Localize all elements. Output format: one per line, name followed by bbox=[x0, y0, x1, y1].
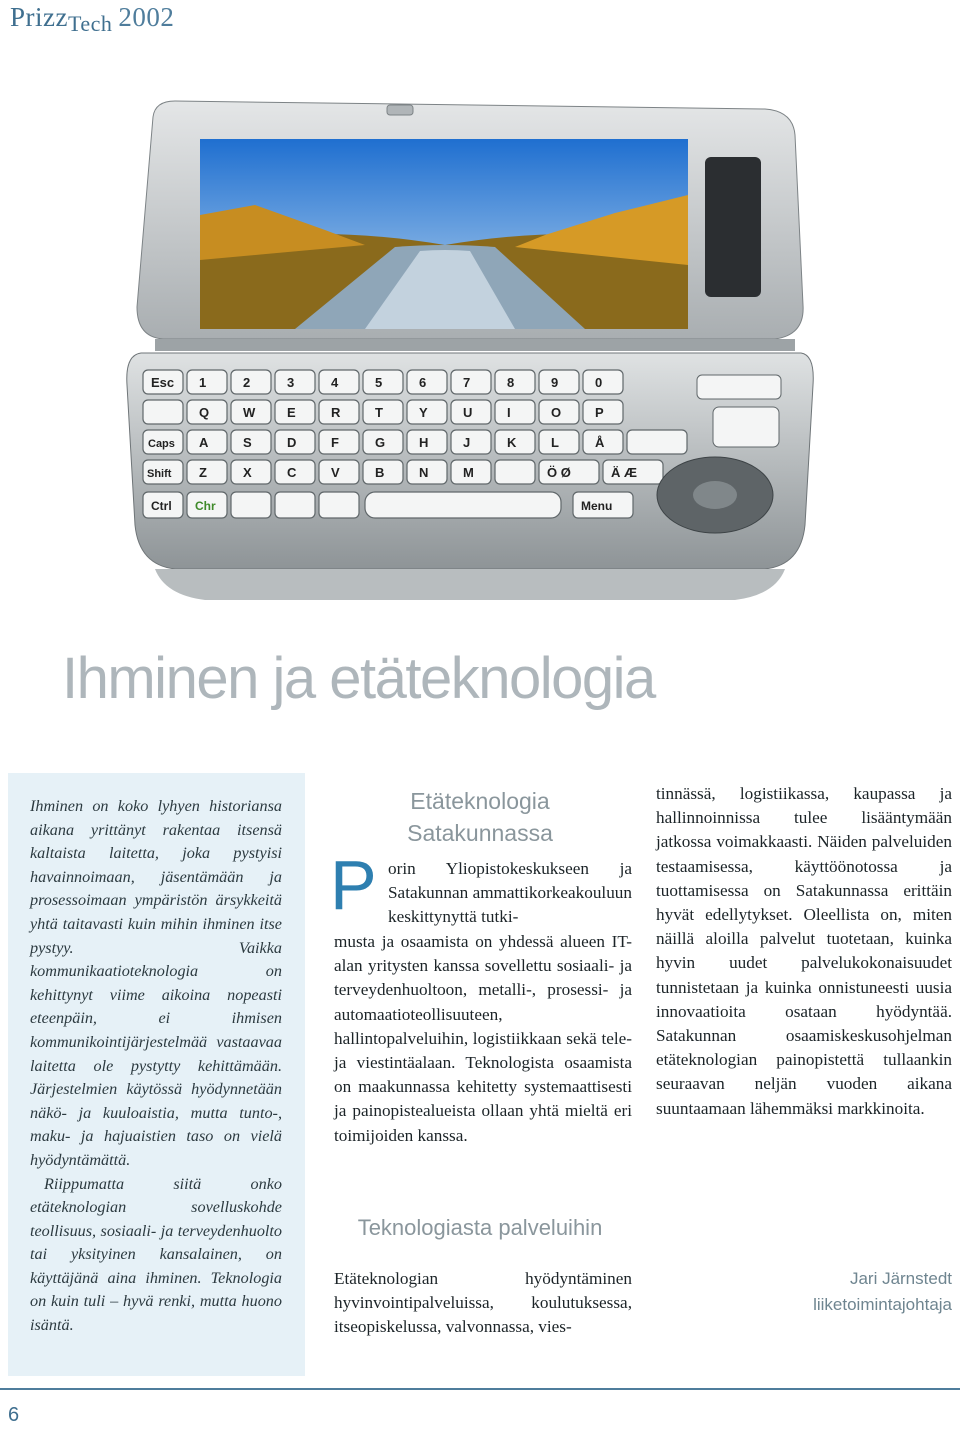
key-label: 8 bbox=[507, 375, 515, 390]
section-title-line: Etäteknologia bbox=[410, 788, 550, 814]
section-title-teknologiasta-palveluihin: Teknologiasta palveluihin bbox=[357, 1215, 603, 1240]
key-label: D bbox=[287, 435, 297, 450]
key-label: 1 bbox=[199, 375, 207, 390]
key-label: W bbox=[243, 405, 256, 420]
section-title-line: Satakunnassa bbox=[407, 820, 553, 846]
masthead-year: 2002 bbox=[118, 2, 175, 32]
headline: Ihminen ja etäteknologia bbox=[62, 646, 655, 711]
key-label: V bbox=[331, 465, 340, 480]
key-label: 0 bbox=[595, 375, 603, 390]
intro-text bbox=[30, 795, 282, 1338]
key-label: 9 bbox=[551, 375, 559, 390]
brand-tech: Tech bbox=[67, 11, 113, 36]
masthead bbox=[10, 2, 175, 36]
signature bbox=[752, 1266, 952, 1318]
drop-cap: P bbox=[330, 846, 377, 924]
key-label: Caps bbox=[148, 438, 175, 450]
section2-body: Etäteknologian hyödyntäminen hyvinvointipalveluissa, koulutuksessa, itseopiskelussa, valvonnassa, vies- bbox=[334, 1269, 632, 1337]
key-label: Y bbox=[419, 405, 428, 420]
intro-paragraph-1: Ihminen on koko lyhyen historiansa aikana yrittänyt rakentaa itsensä kaltaista laitetta, joka pystyisi havainnoimaan, jäsentämään ja prosessoimaan ympäristön ärsykkeitä yhtä taitavasti kuin mihin ihminen itse pystyy. Vaikka kommunikaatioteknologia on kehittynyt viime aikoina nopeasti eteenpäin, ei ihmisen kommunikointijärjestelmää vastaavaa laitetta ole pystytty kehittämään. Järjestelmien käytössä hyödynnetään näkö- ja kuuloaistia, mutta tunto-, maku- ja hajuaistien taso on vielä hyödyntämättä. bbox=[30, 797, 282, 1169]
key-label: I bbox=[507, 405, 511, 420]
section1-body: musta ja osaamista on yhdessä alueen IT-alan yritysten kanssa sovellettu sosiaali- ja terveydenhuoltoon, metalli-, prosessi- ja automaatioteollisuuteen, hallintopalveluihin, logistiikkaan sekä tele- ja viestintäalaan. Teknologista osaamista on maakunnassa kehitetty systemaattisesti ja painopistealueista ollaan yhtä mieltä eri toimijoiden kanssa. bbox=[334, 932, 632, 1145]
key-label: 6 bbox=[419, 375, 427, 390]
communicator-device-illustration bbox=[115, 95, 815, 630]
key-label: O bbox=[551, 405, 562, 420]
page-footer-rule bbox=[0, 1388, 960, 1390]
intro-paragraph-2: Riippumatta siitä onko etäteknologian sovelluskohde teollisuus, sosiaali- ja terveydenhuolto tai yksityinen kansalainen, on käyttäjänä aina ihminen. Teknologia on kuin tuli – hyvä renki, mutta huono isäntä. bbox=[30, 1174, 282, 1335]
key-label: Å bbox=[595, 435, 605, 450]
key-label: G bbox=[375, 435, 386, 450]
section1-lead: orin Yliopistokeskukseen ja Satakunnan ammattikorkeakouluun keskittynyttä tutki- bbox=[388, 859, 632, 927]
key-label: S bbox=[243, 435, 252, 450]
key-label: J bbox=[463, 435, 471, 450]
key-label: B bbox=[375, 465, 385, 480]
key-label: C bbox=[287, 465, 297, 480]
key-label: T bbox=[375, 405, 383, 420]
key-label: Chr bbox=[195, 499, 216, 513]
key-label: Ö Ø bbox=[547, 465, 571, 480]
key-label: Ctrl bbox=[151, 499, 172, 513]
key-label: L bbox=[551, 435, 559, 450]
key-label: K bbox=[507, 435, 517, 450]
key-label: A bbox=[199, 435, 209, 450]
key-label: Ä Æ bbox=[611, 465, 637, 480]
section-title-etateknologia-satakunnassa bbox=[330, 785, 630, 849]
key-label: U bbox=[463, 405, 473, 420]
key-label: P bbox=[595, 405, 604, 420]
page-number: 6 bbox=[8, 1404, 20, 1426]
signature-role: liiketoimintajohtaja bbox=[813, 1295, 952, 1314]
key-label: 4 bbox=[331, 375, 339, 390]
key-label: 2 bbox=[243, 375, 251, 390]
key-label: Shift bbox=[147, 468, 172, 480]
key-label: 5 bbox=[375, 375, 383, 390]
key-label: Q bbox=[199, 405, 210, 420]
signature-name: Jari Järnstedt bbox=[849, 1269, 952, 1288]
key-label: E bbox=[287, 405, 296, 420]
key-label: R bbox=[331, 405, 341, 420]
key-label: H bbox=[419, 435, 429, 450]
key-label: N bbox=[419, 465, 429, 480]
key-label: Menu bbox=[581, 499, 613, 513]
key-label: Esc bbox=[151, 375, 175, 390]
key-label: 3 bbox=[287, 375, 295, 390]
key-label: X bbox=[243, 465, 252, 480]
key-label: M bbox=[463, 465, 474, 480]
key-label: Z bbox=[199, 465, 207, 480]
key-label: 7 bbox=[463, 375, 471, 390]
key-label: F bbox=[331, 435, 339, 450]
brand-prizz: Prizz bbox=[10, 2, 68, 32]
column3-body: tinnässä, logistiikassa, kaupassa ja hallinnoinnissa tulee lisääntymään jatkossa voimakkaasti. Näiden palveluiden testaamisessa, käyttöönotossa ja tuottamisessa on Satakunnassa erittäin hyvät edellytykset. Oleellista on, miten näillä aloilla palvelut tuotetaan, kuinka hyvin uudet palvelukokonaisuudet tunnistetaan ja kuinka onnistuneesti uusia innovaatioita osataan hyödyntää. Satakunnan osaamiskeskusohjelman etäteknologian painopistettä tullaankin seuraavan neljän vuoden aikana suuntaamaan lähemmäksi markkinoita. bbox=[656, 784, 952, 1118]
